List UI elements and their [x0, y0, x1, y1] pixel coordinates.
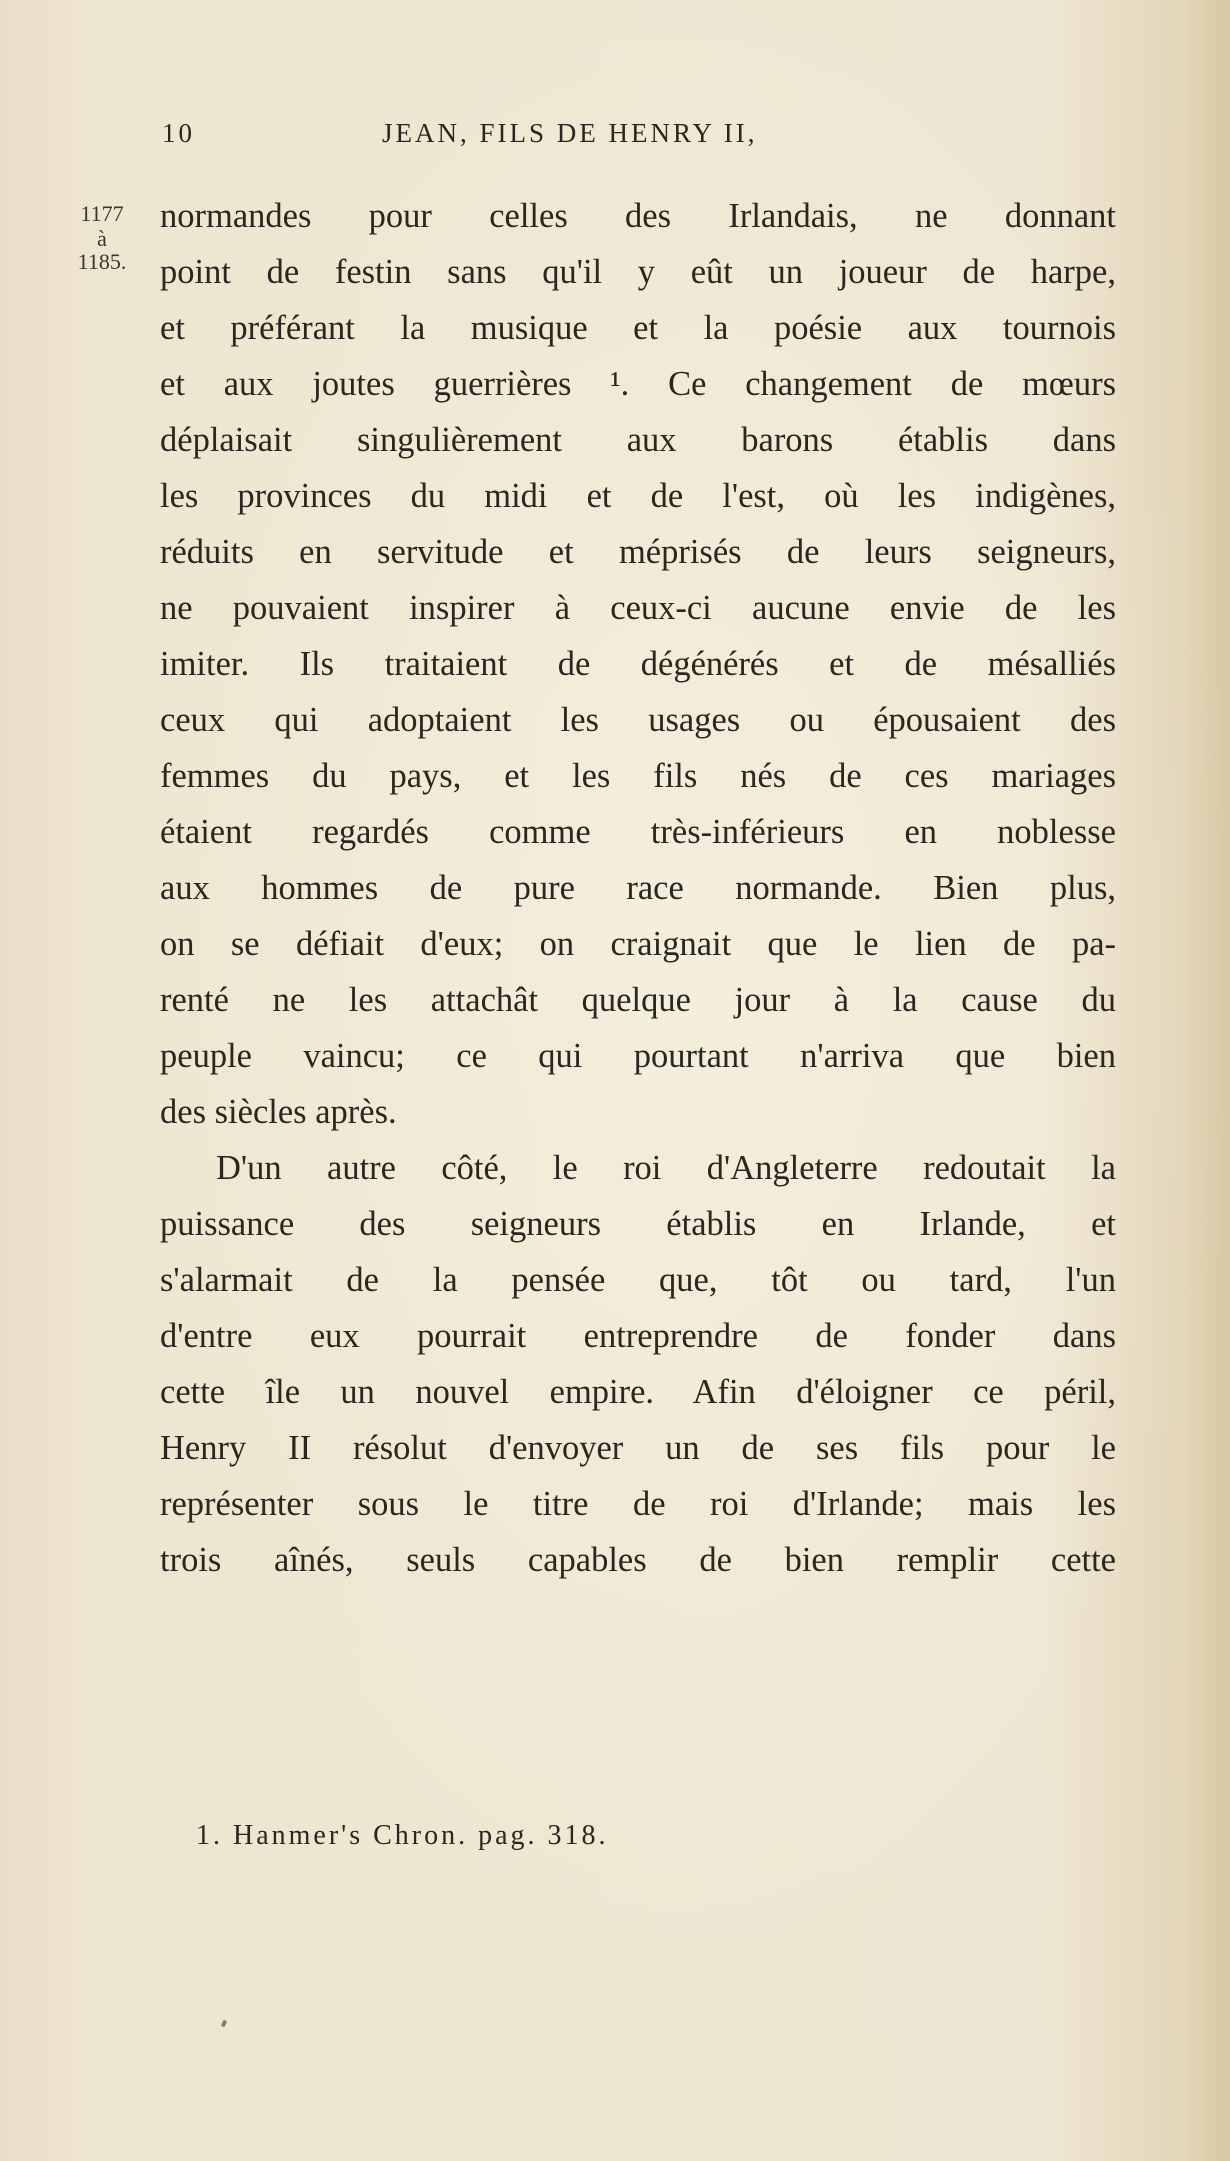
text-line: trois aînés, seuls capables de bien remplir cette — [160, 1541, 1116, 1579]
text-line: puissance des seigneurs établis en Irlande, et — [160, 1205, 1116, 1243]
text-line: normandes pour celles des Irlandais, ne donnant — [160, 197, 1116, 235]
text-line: renté ne les attachât quelque jour à la cause du — [160, 981, 1116, 1019]
running-head — [160, 118, 890, 158]
text-line: peuple vaincu; ce qui pourtant n'arriva que bien — [160, 1037, 1116, 1075]
text-line: aux hommes de pure race normande. Bien plus, — [160, 869, 1116, 907]
text-line: on se défiait d'eux; on craignait que le lien de pa- — [160, 925, 1116, 963]
paper-speck — [221, 2019, 228, 2027]
text-line: et aux joutes guerrières ¹. Ce changement de mœurs — [160, 365, 1116, 403]
text-line: ceux qui adoptaient les usages ou épousaient des — [160, 701, 1116, 739]
text-line: imiter. Ils traitaient de dégénérés et de mésalliés — [160, 645, 1116, 683]
page-number: 10 — [162, 118, 195, 148]
text-line: point de festin sans qu'il y eût un joueur de harpe, — [160, 253, 1116, 291]
body-text — [160, 188, 1116, 1588]
text-line: des siècles après. — [160, 1093, 397, 1131]
margin-year-end: 1185. — [77, 249, 127, 274]
text-line: d'entre eux pourrait entreprendre de fonder dans — [160, 1317, 1116, 1355]
text-line: s'alarmait de la pensée que, tôt ou tard, l'un — [160, 1261, 1116, 1299]
text-line: Henry II résolut d'envoyer un de ses fils pour le — [160, 1429, 1116, 1467]
text-line: cette île un nouvel empire. Afin d'éloigner ce péril, — [160, 1373, 1116, 1411]
text-line: D'un autre côté, le roi d'Angleterre redoutait la — [216, 1149, 1116, 1187]
text-line: étaient regardés comme très-inférieurs en noblesse — [160, 813, 1116, 851]
text-line: et préférant la musique et la poésie aux tournois — [160, 309, 1116, 347]
margin-year-start: 1177 — [80, 201, 124, 226]
text-line: femmes du pays, et les fils nés de ces mariages — [160, 757, 1116, 795]
running-title: JEAN, FILS DE HENRY II, — [382, 118, 758, 148]
text-line: les provinces du midi et de l'est, où les indigènes, — [160, 477, 1116, 515]
footnote: 1. Hanmer's Chron. pag. 318. — [196, 1820, 609, 1851]
text-line: ne pouvaient inspirer à ceux-ci aucune envie de les — [160, 589, 1116, 627]
margin-year-connector: à — [97, 226, 107, 251]
text-line: réduits en servitude et méprisés de leurs seigneurs, — [160, 533, 1116, 571]
text-line: déplaisait singulièrement aux barons établis dans — [160, 421, 1116, 459]
text-line: représenter sous le titre de roi d'Irlande; mais les — [160, 1485, 1116, 1523]
